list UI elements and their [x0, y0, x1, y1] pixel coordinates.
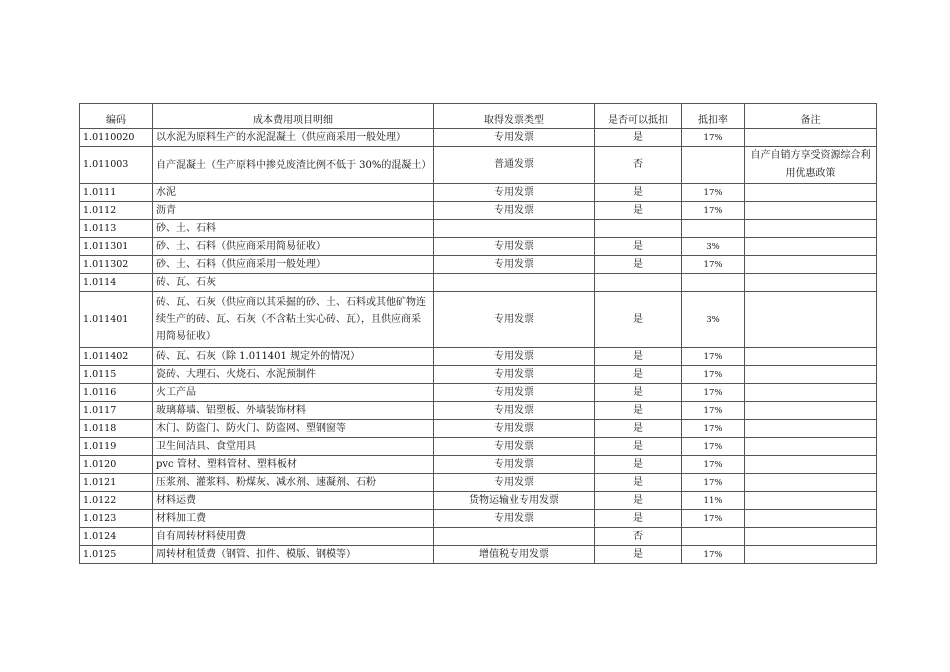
cell-deduction-rate: 17% [682, 510, 745, 528]
cell-code: 1.0112 [80, 202, 153, 220]
cell-remarks [745, 492, 877, 510]
cell-invoice-type [434, 528, 595, 546]
cell-deduction-rate: 17% [682, 420, 745, 438]
cell-item-detail: 砖、瓦、石灰（除 1.011401 规定外的情况） [153, 348, 434, 366]
cell-code: 1.0110020 [80, 129, 153, 147]
header-remarks: 备注 [745, 104, 877, 129]
cell-invoice-type: 专用发票 [434, 184, 595, 202]
cell-deduction-rate: 17% [682, 184, 745, 202]
cell-remarks [745, 184, 877, 202]
cell-deductible [595, 220, 682, 238]
table-row [80, 256, 877, 274]
cell-remarks [745, 510, 877, 528]
cell-code: 1.0116 [80, 384, 153, 402]
cell-invoice-type: 专用发票 [434, 420, 595, 438]
cell-deductible: 是 [595, 348, 682, 366]
cell-code: 1.0122 [80, 492, 153, 510]
cell-remarks [745, 528, 877, 546]
cell-item-detail: 周转材租赁费（钢管、扣件、模版、钢模等） [153, 546, 434, 564]
cell-deduction-rate: 17% [682, 129, 745, 147]
cell-item-detail: 自有周转材料使用费 [153, 528, 434, 546]
cell-deductible: 否 [595, 147, 682, 184]
cell-code: 1.011301 [80, 238, 153, 256]
cell-remarks [745, 292, 877, 348]
cell-code: 1.0114 [80, 274, 153, 292]
cell-remarks [745, 456, 877, 474]
table-row [80, 292, 877, 348]
cell-item-detail: 木门、防盗门、防火门、防盗网、塑钢窗等 [153, 420, 434, 438]
cell-item-detail: 材料运费 [153, 492, 434, 510]
header-deduction-rate: 抵扣率 [682, 104, 745, 129]
cell-deductible: 是 [595, 402, 682, 420]
cell-code: 1.0120 [80, 456, 153, 474]
cell-invoice-type: 增值税专用发票 [434, 546, 595, 564]
table-row [80, 402, 877, 420]
cell-invoice-type: 专用发票 [434, 456, 595, 474]
cell-remarks [745, 402, 877, 420]
cell-invoice-type: 专用发票 [434, 292, 595, 348]
table-row [80, 147, 877, 184]
cell-invoice-type: 普通发票 [434, 147, 595, 184]
cell-deduction-rate: 17% [682, 366, 745, 384]
cell-item-detail: 压浆剂、灌浆料、粉煤灰、减水剂、速凝剂、石粉 [153, 474, 434, 492]
table-row [80, 546, 877, 564]
cell-deductible: 是 [595, 546, 682, 564]
cell-code: 1.0111 [80, 184, 153, 202]
cell-deduction-rate [682, 147, 745, 184]
cell-deductible: 是 [595, 292, 682, 348]
cell-deductible: 是 [595, 474, 682, 492]
cell-code: 1.011402 [80, 348, 153, 366]
cell-deduction-rate: 17% [682, 546, 745, 564]
cell-deductible: 是 [595, 510, 682, 528]
cell-code: 1.0124 [80, 528, 153, 546]
cell-item-detail: 水泥 [153, 184, 434, 202]
cell-invoice-type: 专用发票 [434, 238, 595, 256]
table-row [80, 456, 877, 474]
cell-deductible: 是 [595, 202, 682, 220]
cell-code: 1.0113 [80, 220, 153, 238]
cell-code: 1.011302 [80, 256, 153, 274]
cell-invoice-type: 专用发票 [434, 402, 595, 420]
cell-item-detail: 材料加工费 [153, 510, 434, 528]
cell-item-detail: 砂、土、石料 [153, 220, 434, 238]
header-item-detail: 成本费用项目明细 [153, 104, 434, 129]
cell-item-detail: 砖、瓦、石灰 [153, 274, 434, 292]
cell-remarks [745, 348, 877, 366]
cell-remarks [745, 274, 877, 292]
table-row [80, 202, 877, 220]
cell-item-detail: 自产混凝土（生产原料中掺兑废渣比例不低于 30%的混凝土） [153, 147, 434, 184]
cell-remarks [745, 546, 877, 564]
cell-deduction-rate: 17% [682, 256, 745, 274]
cell-code: 1.0119 [80, 438, 153, 456]
header-code: 编码 [80, 104, 153, 129]
cell-deduction-rate: 17% [682, 384, 745, 402]
cell-item-detail: 火工产品 [153, 384, 434, 402]
cell-invoice-type: 专用发票 [434, 474, 595, 492]
cell-remarks [745, 438, 877, 456]
cell-deduction-rate [682, 528, 745, 546]
cell-invoice-type: 专用发票 [434, 256, 595, 274]
cell-invoice-type: 专用发票 [434, 438, 595, 456]
cell-remarks [745, 474, 877, 492]
cell-item-detail: 以水泥为原料生产的水泥混凝土（供应商采用一般处理） [153, 129, 434, 147]
cell-code: 1.011003 [80, 147, 153, 184]
table-row [80, 474, 877, 492]
cell-deductible: 是 [595, 238, 682, 256]
cell-deductible: 是 [595, 420, 682, 438]
cell-invoice-type [434, 274, 595, 292]
cell-code: 1.0125 [80, 546, 153, 564]
cell-invoice-type [434, 220, 595, 238]
cell-item-detail: 砂、土、石料（供应商采用一般处理） [153, 256, 434, 274]
cell-deduction-rate: 11% [682, 492, 745, 510]
cell-deductible: 是 [595, 184, 682, 202]
table-row [80, 528, 877, 546]
cell-deductible: 是 [595, 256, 682, 274]
cell-item-detail: pvc 管材、塑料管材、塑料板材 [153, 456, 434, 474]
cell-deduction-rate: 17% [682, 438, 745, 456]
cell-item-detail: 沥青 [153, 202, 434, 220]
cell-invoice-type: 专用发票 [434, 348, 595, 366]
cell-deductible: 是 [595, 492, 682, 510]
header-deductible: 是否可以抵扣 [595, 104, 682, 129]
cell-deductible: 是 [595, 366, 682, 384]
table-row [80, 384, 877, 402]
table-row [80, 348, 877, 366]
cell-code: 1.0123 [80, 510, 153, 528]
cell-item-detail: 瓷砖、大理石、火烧石、水泥预制件 [153, 366, 434, 384]
cell-invoice-type: 专用发票 [434, 510, 595, 528]
cell-remarks [745, 256, 877, 274]
cell-invoice-type: 专用发票 [434, 202, 595, 220]
table-header-row [80, 104, 877, 129]
cell-code: 1.0121 [80, 474, 153, 492]
cell-deductible: 是 [595, 456, 682, 474]
cell-deduction-rate: 17% [682, 348, 745, 366]
cell-deductible: 是 [595, 438, 682, 456]
cell-deductible: 是 [595, 384, 682, 402]
cell-deduction-rate [682, 274, 745, 292]
cell-invoice-type: 专用发票 [434, 384, 595, 402]
cost-items-table [79, 103, 877, 564]
cell-deductible: 否 [595, 528, 682, 546]
cell-code: 1.0115 [80, 366, 153, 384]
cell-code: 1.0118 [80, 420, 153, 438]
table-row [80, 129, 877, 147]
cell-remarks [745, 238, 877, 256]
table-row [80, 420, 877, 438]
cell-deduction-rate: 3% [682, 292, 745, 348]
cell-remarks [745, 366, 877, 384]
header-invoice-type: 取得发票类型 [434, 104, 595, 129]
cell-deduction-rate [682, 220, 745, 238]
cell-deduction-rate: 17% [682, 456, 745, 474]
cell-deductible [595, 274, 682, 292]
cell-deduction-rate: 17% [682, 474, 745, 492]
table-row [80, 184, 877, 202]
table-body [80, 129, 877, 564]
cell-item-detail: 卫生间洁具、食堂用具 [153, 438, 434, 456]
cell-remarks [745, 129, 877, 147]
cell-code: 1.0117 [80, 402, 153, 420]
table-row [80, 492, 877, 510]
table-row [80, 438, 877, 456]
table-row [80, 366, 877, 384]
table-row [80, 238, 877, 256]
table-row [80, 510, 877, 528]
cell-deduction-rate: 17% [682, 202, 745, 220]
cell-item-detail: 玻璃幕墙、铝塑板、外墙装饰材料 [153, 402, 434, 420]
cell-invoice-type: 货物运输业专用发票 [434, 492, 595, 510]
cell-remarks: 自产自销方享受资源综合利用优惠政策 [745, 147, 877, 184]
cell-code: 1.011401 [80, 292, 153, 348]
cell-item-detail: 砖、瓦、石灰（供应商以其采掘的砂、土、石料或其他矿物连续生产的砖、瓦、石灰（不含粘土实心砖、瓦），且供应商采用简易征收） [153, 292, 434, 348]
table-row [80, 220, 877, 238]
table-row [80, 274, 877, 292]
cell-deductible: 是 [595, 129, 682, 147]
cell-remarks [745, 202, 877, 220]
cell-deduction-rate: 3% [682, 238, 745, 256]
cell-invoice-type: 专用发票 [434, 129, 595, 147]
cell-remarks [745, 420, 877, 438]
cell-deduction-rate: 17% [682, 402, 745, 420]
cell-remarks [745, 384, 877, 402]
cell-item-detail: 砂、土、石料（供应商采用简易征收） [153, 238, 434, 256]
cell-remarks [745, 220, 877, 238]
cell-invoice-type: 专用发票 [434, 366, 595, 384]
